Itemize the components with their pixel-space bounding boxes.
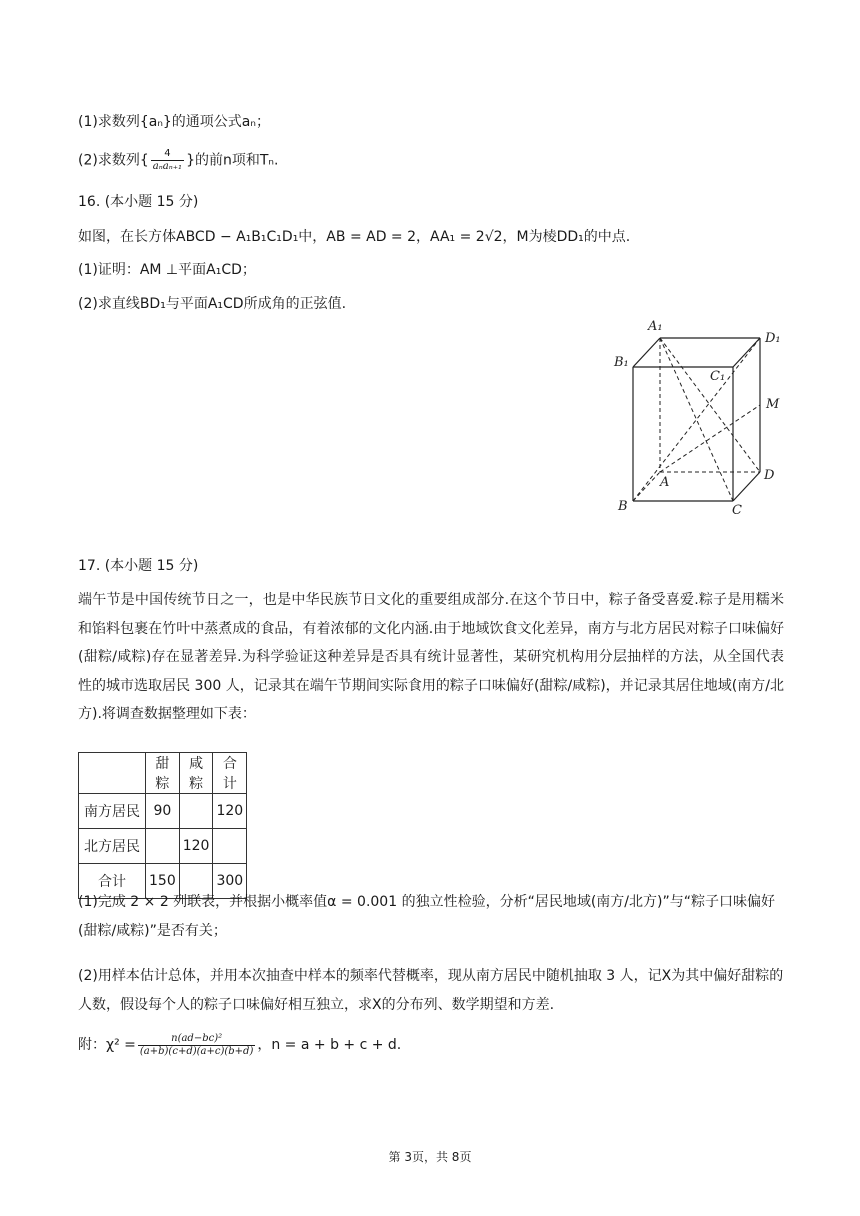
label-b1: B₁ — [614, 355, 629, 370]
label-b: B — [618, 499, 628, 514]
q17-part2: (2)用样本估计总体，并用本次抽查中样本的频率代替概率，现从南方居民中随机抽取 3 人，记X为其中偏好甜粽的人数，假设每个人的粽子口味偏好相互独立，求X的分布列、数学期望和方差. — [78, 968, 784, 1013]
edge-c1-d1 — [733, 338, 760, 367]
edge-c-d — [733, 472, 760, 501]
q15-part2-suffix: }的前n项和Tₙ. — [186, 152, 279, 169]
hidden-line-a1-c — [660, 338, 733, 501]
q15-part2 — [78, 148, 278, 173]
table-cell: 合计 — [79, 864, 146, 899]
q17-part1: (1)完成 2 × 2 列联表，并根据小概率值α = 0.001 的独立性检验，分析“居民地域(南方/北方)”与“粽子口味偏好(甜粽/咸粽)”是否有关； — [78, 894, 775, 939]
q16-stem: 如图，在长方体ABCD − A₁B₁C₁D₁中，AB = AD = 2，AA₁ = 2√2，M为棱DD₁的中点. — [78, 229, 631, 245]
table-cell: 咸粽 — [179, 753, 213, 794]
label-a: A — [660, 475, 670, 490]
table-cell — [213, 829, 247, 864]
table-cell: 90 — [146, 794, 180, 829]
table-cell: 120 — [179, 829, 213, 864]
table-cell — [146, 829, 180, 864]
label-m: M — [766, 397, 780, 412]
table-row — [79, 829, 247, 864]
label-a1: A₁ — [648, 319, 663, 334]
hidden-edge-b-a — [633, 472, 660, 501]
q15-part1: (1)求数列{aₙ}的通项公式aₙ； — [78, 114, 270, 130]
hidden-line-a-m — [660, 405, 760, 472]
q15-part2-fraction — [151, 148, 184, 173]
table-cell: 120 — [213, 794, 247, 829]
cuboid-figure — [610, 314, 790, 520]
q17-header: 17. (本小题 15 分) — [78, 558, 199, 574]
fraction-numerator: n(ad−bc)² — [171, 1032, 223, 1044]
table-cell: 150 — [146, 864, 180, 899]
appendix-prefix: 附：χ² = — [78, 1037, 136, 1053]
contingency-table — [78, 752, 247, 899]
label-c1: C₁ — [710, 369, 726, 384]
fraction-denominator: aₙaₙ₊₁ — [152, 161, 183, 172]
label-c: C — [732, 503, 742, 518]
table-cell — [79, 753, 146, 794]
hidden-line-b-d1 — [633, 338, 760, 501]
q15-part2-prefix: (2)求数列{ — [78, 152, 149, 169]
table-cell: 南方居民 — [79, 794, 146, 829]
fraction-denominator: (a+b)(c+d)(a+c)(b+d) — [139, 1045, 254, 1057]
q17-appendix — [78, 1030, 401, 1060]
q16-part1: (1)证明：AM ⊥平面A₁CD； — [78, 262, 256, 278]
table-cell: 北方居民 — [79, 829, 146, 864]
table-cell — [179, 794, 213, 829]
q17-stem: 端午节是中国传统节日之一，也是中华民族节日文化的重要组成部分.在这个节日中，粽子备受喜爱.粽子是用糯米和馅料包裹在竹叶中蒸煮成的食品，有着浓郁的文化内涵.由于地域饮食文化差异，南方与北方居民对粽子口味偏好(甜粽/咸粽)存在显著差异.为科学验证这种差异是否具有统计显著性，某研究机构用分层抽样的方法，从全国代表性的城市选取居民 300 人，记录其在端午节期间实际食用的粽子口味偏好(甜粽/咸粽)，并记录其居住地域(南方/北方).将调查数据整理如下表： — [78, 592, 784, 722]
edge-b1-a1 — [633, 338, 660, 367]
table-cell: 300 — [213, 864, 247, 899]
page-footer: 第 3页，共 8页 — [388, 1150, 472, 1164]
appendix-suffix: ，n = a + b + c + d. — [257, 1037, 402, 1053]
label-d1: D₁ — [765, 331, 781, 346]
table-header-row — [79, 753, 247, 794]
fraction-numerator: 4 — [164, 148, 171, 159]
chi-square-fraction — [138, 1033, 255, 1058]
q16-header: 16. (本小题 15 分) — [78, 194, 199, 210]
table-cell: 合计 — [213, 753, 247, 794]
label-d: D — [764, 468, 775, 483]
q16-part2: (2)求直线BD₁与平面A₁CD所成角的正弦值. — [78, 296, 347, 312]
table-row — [79, 794, 247, 829]
table-cell: 甜粽 — [146, 753, 180, 794]
hidden-line-a1-d — [660, 338, 760, 472]
